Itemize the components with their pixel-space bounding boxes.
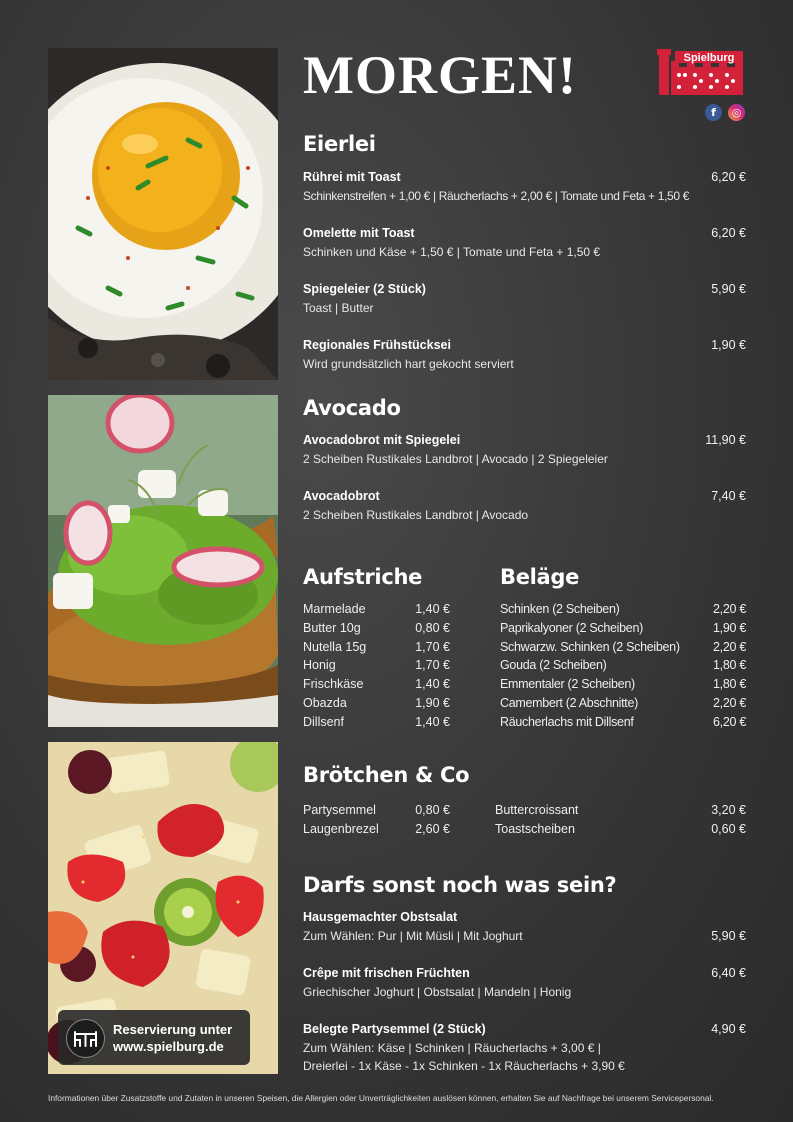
list-item: Butter 10g 0,80 € [303, 620, 450, 635]
list-item: Buttercroissant 3,20 € [495, 803, 746, 817]
spielburg-logo[interactable] [655, 45, 747, 97]
item-price: 7,40 € [711, 489, 746, 503]
item-name: Rührei mit Toast [303, 170, 401, 184]
item-name: Avocadobrot mit Spiegelei [303, 433, 461, 447]
item-price: 1,90 € [711, 338, 746, 352]
item-name: Hausgemachter Obstsalat [303, 910, 458, 924]
item-price: 6,20 € [711, 226, 746, 240]
section-title-sonst: Darfs sonst noch was sein? [303, 873, 617, 897]
broetchen-list-right [495, 803, 746, 841]
section-title-eierlei: Eierlei [303, 132, 376, 156]
section-title-aufstriche: Aufstriche [303, 565, 423, 589]
item-price: 5,90 € [711, 929, 746, 943]
item-price: 6,20 € [711, 170, 746, 184]
list-item: Marmelade 1,40 € [303, 602, 450, 616]
item-name: Spiegeleier (2 Stück) [303, 282, 426, 296]
item-description: Schinkenstreifen + 1,00 € | Räucherlachs + 2,00 € | Tomate und Feta + 1,50 € [303, 189, 690, 203]
list-item: Obazda 1,90 € [303, 695, 450, 710]
reservation-badge[interactable] [58, 1010, 250, 1065]
item-description: Zum Wählen: Pur | Mit Müsli | Mit Joghurt [303, 929, 523, 943]
broetchen-list-left [303, 803, 450, 841]
list-item: Emmentaler (2 Scheiben) 1,80 € [500, 677, 746, 692]
reservation-link[interactable]: www.spielburg.de [113, 1039, 224, 1054]
list-item: Camembert (2 Abschnitte) 2,20 € [500, 695, 746, 710]
table-icon [66, 1019, 105, 1058]
item-description: Schinken und Käse + 1,50 € | Tomate und Feta + 1,50 € [303, 245, 601, 259]
list-item: Räucherlachs mit Dillsenf 6,20 € [500, 714, 746, 729]
item-name: Avocadobrot [303, 489, 380, 503]
item-name: Crêpe mit frischen Früchten [303, 966, 470, 980]
reservation-text [113, 1021, 232, 1055]
item-price: 11,90 € [705, 433, 746, 447]
facebook-icon[interactable]: f [705, 104, 722, 121]
aufstriche-list [303, 602, 450, 734]
list-item: Honig 1,70 € [303, 658, 450, 673]
item-description: Toast | Butter [303, 301, 374, 315]
list-item: Schinken (2 Scheiben) 2,20 € [500, 602, 746, 616]
list-item: Toastscheiben 0,60 € [495, 821, 746, 836]
item-price: 5,90 € [711, 282, 746, 296]
avocado-bread-photo [48, 395, 278, 727]
list-item: Schwarzw. Schinken (2 Scheiben) 2,20 € [500, 639, 746, 654]
list-item: Partysemmel 0,80 € [303, 803, 450, 817]
belaege-list [500, 602, 746, 734]
reservation-line1: Reservierung unter [113, 1022, 233, 1037]
section-title-belaege: Beläge [500, 565, 580, 589]
list-item: Nutella 15g 1,70 € [303, 639, 450, 654]
section-title-avocado: Avocado [303, 396, 401, 420]
list-item: Dillsenf 1,40 € [303, 714, 450, 729]
item-description: Dreierlei - 1x Käse - 1x Schinken - 1x Räucherlachs + 3,90 € [303, 1059, 625, 1073]
fried-egg-photo [48, 48, 278, 380]
page-title: MORGEN! [303, 45, 577, 105]
item-price: 4,90 € [711, 1022, 746, 1036]
allergen-footnote: Informationen über Zusatzstoffe und Zutaten in unseren Speisen, die Allergien oder Unverträglichkeiten auslösen können, erhalten Sie auf Nachfrage bei unserem Servicepersonal. [48, 1093, 714, 1103]
list-item: Paprikalyoner (2 Scheiben) 1,90 € [500, 620, 746, 635]
item-name: Belegte Partysemmel (2 Stück) [303, 1022, 486, 1036]
list-item: Gouda (2 Scheiben) 1,80 € [500, 658, 746, 673]
item-description: Griechischer Joghurt | Obstsalat | Mandeln | Honig [303, 985, 572, 999]
list-item: Laugenbrezel 2,60 € [303, 821, 450, 836]
item-description: 2 Scheiben Rustikales Landbrot | Avocado | 2 Spiegeleier [303, 452, 608, 466]
item-description: Wird grundsätzlich hart gekocht serviert [303, 357, 514, 371]
item-description: 2 Scheiben Rustikales Landbrot | Avocado [303, 508, 529, 522]
item-description: Zum Wählen: Käse | Schinken | Räucherlachs + 3,00 € | [303, 1041, 601, 1055]
item-price: 6,40 € [711, 966, 746, 980]
item-name: Regionales Frühstücksei [303, 338, 451, 352]
section-title-broetchen: Brötchen & Co [303, 763, 470, 787]
item-name: Omelette mit Toast [303, 226, 415, 240]
logo-text: Spielburg [683, 52, 735, 64]
list-item: Frischkäse 1,40 € [303, 677, 450, 692]
instagram-icon[interactable]: ◎ [728, 104, 745, 121]
